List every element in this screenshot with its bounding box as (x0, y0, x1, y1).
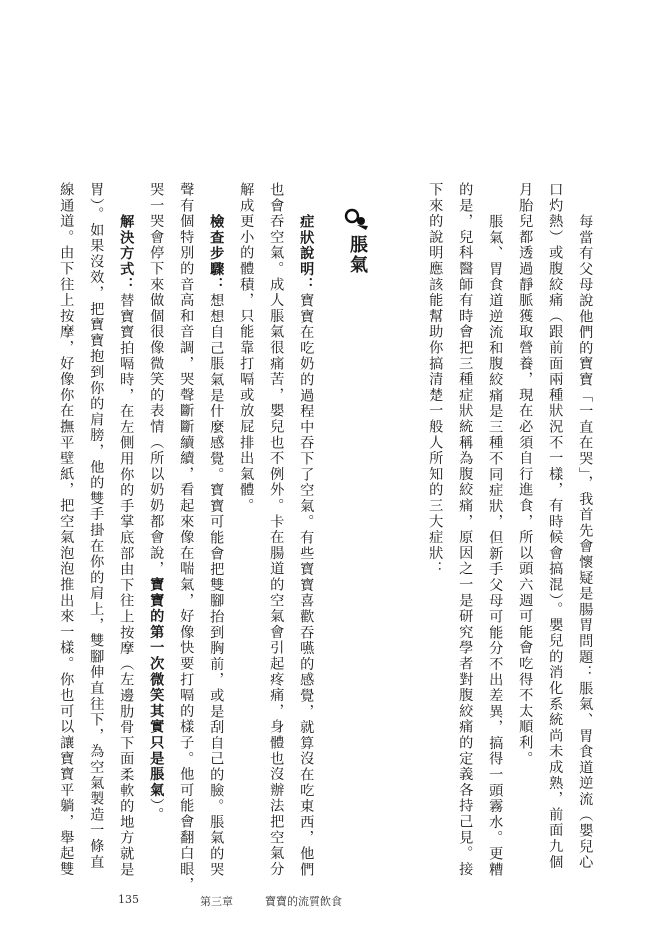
paragraph-line: 的是，兒科醫師有時會把三種症狀統稱為腹絞痛，原因之一是研究學者對腹絞痛的定義各持己見。接 (457, 182, 474, 878)
section-title: 脹氣 (347, 235, 368, 275)
paragraph-text: 哭一哭會停下來做個很像微笑的表情（所以奶奶都會說， (148, 182, 165, 577)
paragraph-line: 解成更小的體積，只能靠打嗝或放屁排出氣體。 (238, 182, 255, 514)
paragraph-line: 下來的說明應該能幫助你搞清楚一般人所知的三大症狀： (427, 182, 444, 577)
chapter-label: 第三章 (200, 895, 233, 908)
paragraph-line: 脹氣、胃食道逆流和腹絞痛是三種不同症狀，但新手父母可能分不出差異，搞得一頭霧水。更糟 (487, 214, 504, 878)
paragraph-text: 想想自己脹氣是什麼感覺。寶寶可能會把雙腳抬到胸前，或是刮自己的臉。脹氣的哭 (208, 293, 225, 878)
paragraph-line (119, 214, 133, 878)
pacifier-icon (344, 207, 370, 231)
label-check: 檢查步驟： (208, 214, 225, 293)
paragraph-line (209, 214, 223, 878)
paragraph-line: 也會吞空氣。成人脹氣很痛苦，嬰兒也不例外。卡在腸道的空氣會引起疼痛，身體也沒辦法把空氣分 (268, 182, 285, 878)
label-symptom: 症狀說明： (298, 214, 315, 293)
paragraph-line (149, 182, 163, 823)
paragraph-line: 聲有個特別的音高和音調，哭聲斷斷續續，看起來像在喘氣，好像快要打嗝的樣子。他可能會翻白眼， (178, 182, 195, 893)
paragraph-text: 替寶寶拍嗝時，在左側用你的手掌底部由下往上按摩（左邊肋骨下面柔軟的地方就是 (118, 293, 135, 878)
label-solution: 解決方式： (118, 214, 135, 293)
section-heading (344, 207, 370, 277)
paragraph-line: 每當有父母說他們的寶寶「一直在哭」，我首先會懷疑是腸胃問題：脹氣、胃食道逆流（嬰兒心 (577, 214, 594, 871)
chapter-title: 寶寶的流質飲食 (265, 895, 342, 908)
paragraph-text: ）。 (148, 798, 165, 823)
emphasis-text: 寶寶的第一次微笑其實只是脹氣 (148, 577, 165, 799)
paragraph-line: 胃）。如果沒效，把寶寶抱到你的肩膀，他的雙手掛在你的肩上，雙腳伸直往下，為空氣製造一條直 (88, 182, 105, 871)
paragraph-line: 口灼熱）或腹絞痛（跟前面兩種狀況不一樣，有時候會搞混）。嬰兒的消化系統尚未成熟，前面九個 (547, 182, 564, 871)
page-number: 135 (118, 893, 139, 906)
paragraph-line: 線通道。由下往上按摩，好像你在撫平壁紙，把空氣泡泡推出來一樣。你也可以讓寶寶平躺，舉起雙 (58, 182, 75, 878)
paragraph-line (299, 214, 313, 878)
paragraph-text: 寶寶在吃奶的過程中吞下了空氣。有些寶寶喜歡吞嚥的感覺，就算沒在吃東西，他們 (298, 293, 315, 878)
paragraph-line: 月胎兒都透過靜脈獲取營養，現在必須自行進食，所以頭六週可能會吃得不太順利。 (517, 182, 534, 767)
